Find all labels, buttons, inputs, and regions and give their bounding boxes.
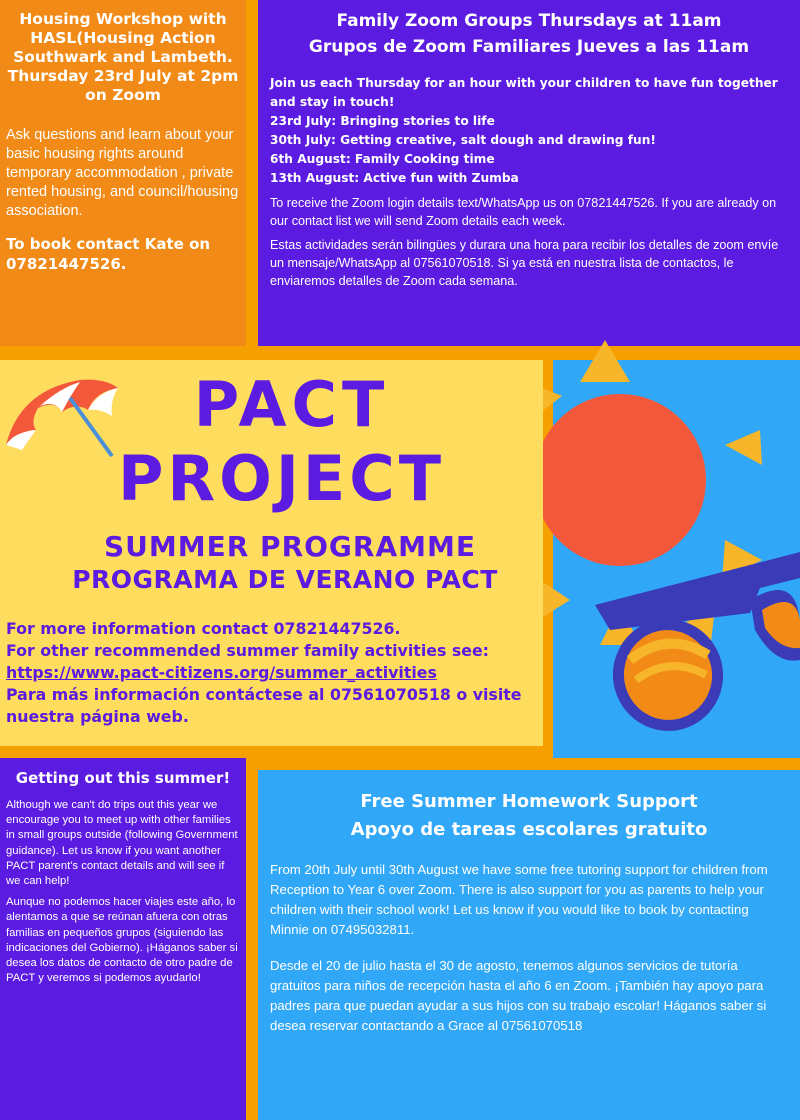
family-zoom-panel: [258, 0, 800, 346]
sunglasses-icon: [595, 552, 800, 743]
schedule-item: 23rd July: Bringing stories to life: [270, 114, 495, 128]
housing-workshop-body: Ask questions and learn about your basic housing rights around temporary accommodation , private rented housing, and council/housing association.: [6, 127, 239, 219]
homework-title-es: Apoyo de tareas escolares gratuito: [350, 819, 708, 840]
subtitle-summer-programme: SUMMER PROGRAMME: [103, 530, 476, 563]
subtitle-programa-verano: PROGRAMA DE VERANO PACT: [72, 565, 498, 594]
getting-out-body-en: Although we can't do trips out this year we encourage you to meet up with other families in small groups outside (following Government guidance). Let us know if you want another PACT parent's contact details and will see if we can help!: [6, 799, 238, 888]
contact-info: [6, 618, 541, 728]
schedule-item: 13th August: Active fun with Zumba: [270, 171, 519, 185]
title-project: PROJECT: [117, 442, 446, 515]
housing-workshop-title: Housing Workshop with HASL(Housing Action Southwark and Lambeth. Thursday 23rd July at 2pm on Zoom: [7, 10, 239, 104]
title-pact: PACT: [193, 368, 390, 441]
schedule-item: 30th July: Getting creative, salt dough and drawing fun!: [270, 133, 656, 147]
schedule-item: 6th August: Family Cooking time: [270, 152, 495, 166]
zoom-login-info-en: To receive the Zoom login details text/WhatsApp us on 07821447526. If you are already on our contact list we will send Zoom details each week.: [270, 196, 777, 228]
homework-support-panel: [258, 770, 800, 1120]
hero-panel: [0, 360, 543, 746]
sun-and-sunglasses-art: [500, 330, 800, 760]
zoom-login-info-es: Estas actividades serán bilingües y durara una hora para recibir los detalles de zoom envíe un mensaje/WhatsApp al 07561070518. Si ya está en nuestra lista de contactos, le enviaremos detalles de Zoom cada semana.: [270, 238, 779, 288]
getting-out-title: Getting out this summer!: [15, 769, 231, 787]
getting-out-body-es: Aunque no podemos hacer viajes este año, lo alentamos a que se reúnan afuera con otras familias en pequeños grupos (siguiendo las indicaciones del Gobierno). ¡Háganos saber si desea los datos de contacto de otro padre de PACT y veremos si podemos ayudarlo!: [6, 896, 238, 985]
homework-title-en: Free Summer Homework Support: [360, 791, 698, 812]
zoom-title-en: Family Zoom Groups Thursdays at 11am: [336, 11, 722, 31]
homework-body-es: Desde el 20 de julio hasta el 30 de agosto, tenemos algunos servicios de tutoría gratuitos para niños de recepción hasta el año 6 en Zoom. ¡También hay apoyo para padres para que puedan ayudar a sus hijos con su trabajo escolar! Háganos saber si desea reservar contactando a Grace al 07561070518: [270, 958, 767, 1033]
contact-line-es: Para más información contáctese al 07561070518 o visite nuestra página web.: [6, 685, 522, 726]
summer-activities-link[interactable]: https://www.pact-citizens.org/summer_activities: [6, 663, 437, 682]
zoom-intro-schedule: [270, 74, 788, 188]
contact-line-2: For other recommended summer family activities see:: [6, 641, 490, 660]
housing-workshop-panel: [0, 0, 246, 346]
getting-out-panel: [0, 758, 246, 1120]
homework-body-en: From 20th July until 30th August we have some free tutoring support for children from Reception to Year 6 over Zoom. There is also support for you as parents to help your children with their school work! Let us know if you would like to book by contacting Minnie on 07495032811.: [270, 862, 768, 937]
zoom-intro: Join us each Thursday for an hour with your children to have fun together and stay in touch!: [270, 76, 778, 109]
housing-booking-contact: To book contact Kate on 07821447526.: [6, 235, 211, 273]
zoom-title-es: Grupos de Zoom Familiares Jueves a las 11am: [308, 37, 750, 57]
contact-line-1: For more information contact 07821447526.: [6, 619, 401, 638]
